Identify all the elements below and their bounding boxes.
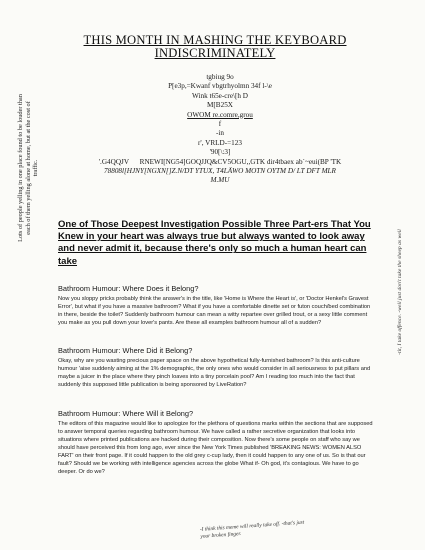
garble-line: OWOM re.comre,grou xyxy=(187,110,253,119)
garble-line: 78808l[HJNY[NGXN[]Z.N/DT YTUX, T4LÄWO MOTN OYTM D/ LT DFT MLR xyxy=(104,167,336,176)
side-note-left: Lots of people yelling in one place found to be louder than each of them yelling alone at home, but at the cost of traffic. xyxy=(17,94,40,242)
article-section xyxy=(58,346,376,389)
footer-note: -I think this meme will really take off. -that's just your broken finger. xyxy=(199,519,305,540)
garble-line: Wink t65e-cre\[h D xyxy=(192,91,248,100)
article-section xyxy=(58,409,376,476)
garble-line: tgbiug 9o xyxy=(206,73,234,81)
section-heading: Bathroom Humour: Where Will it Belong? xyxy=(58,409,194,418)
garble-line: -in xyxy=(216,129,224,138)
garble-line: '.G4QQJV RNEWI[NG54]GOQJJQ&CV5OGU,,GTK dir4tbaex ab`~eui(BP 'TK xyxy=(98,157,342,166)
page-title: THIS MONTH IN MASHING THE KEYBOARD INDISCRIMINATELY xyxy=(83,33,347,60)
section-body: Now you sloppy pricks probably think the answer's in the title, like 'Home is Where the Heart is', or 'Doctor Henkel's Gravest Error', but what if you have a massive bathroom? What if you have a comfortable dinette set or futon couch/bed combination in there, beside the toilet? Suddenly bathroom humour can mean a witty repartee over grilled trout, or a sexy little comment you make as you pull down your lover's pants. Are these all examples bathroom humour all of a sudden? xyxy=(58,296,371,326)
section-body: Okay, why are you wasting precious paper space on the above hypothetical fully-furnished bathroom? Is this anti-culture humour 'aise suddenly aiming at the 1% demographic, the only ones who would consider in all seriousness to put pillars and maybe a juicer in the place where they pinch loaves into a tiny porcelain pool? Am I reading too much into the fact that suddenly this supposed little publication is being sponsored by LiveRation? xyxy=(58,358,371,388)
article-headline: One of Those Deepest Investigation Possible Three Part-ers That You Knew in your heart was always true but always wanted to look away and never admit it, because there's only so much a human heart can take xyxy=(58,219,371,267)
keyboard-mash-block xyxy=(60,73,380,186)
article-section xyxy=(58,284,376,327)
section-heading: Bathroom Humour: Where Did it Belong? xyxy=(58,346,193,355)
side-note-right: -tit, I take offence. -well just don't take the sheep as well xyxy=(397,229,403,355)
garble-line: M[B25X xyxy=(207,101,233,110)
garble-line: r', VRLD-=123 xyxy=(198,138,242,147)
garble-line: f xyxy=(218,120,222,129)
garble-line: '90[\:3] xyxy=(209,148,231,157)
garble-line: P[e3p,=Kwanf vbgtrhyolmn 34f l-\e xyxy=(168,82,272,91)
garble-line: M.MU xyxy=(210,176,230,185)
section-heading: Bathroom Humour: Where Does it Belong? xyxy=(58,284,199,293)
section-body: The editors of this magazine would like to apologize for the plethora of questions marks within the sections that are supposed to answer temporal queries regarding bathroom humour. We have called a rather secretive organization that looks into situations where printed publications are hacked during their composition. Now there's some people on staff who say we should have perceived this from long ago, ever since the New York Times published 'BREAKING NEWS: WOMEN ALSO FART' on their front page. If it could happen to the old grey c-cup lady, then it could happen to any one of us. So is that our fault? Should we be working with intelligence agencies across the globe What if- Oh god, it's contagious. We have to go deeper. Or do we? xyxy=(58,421,373,475)
